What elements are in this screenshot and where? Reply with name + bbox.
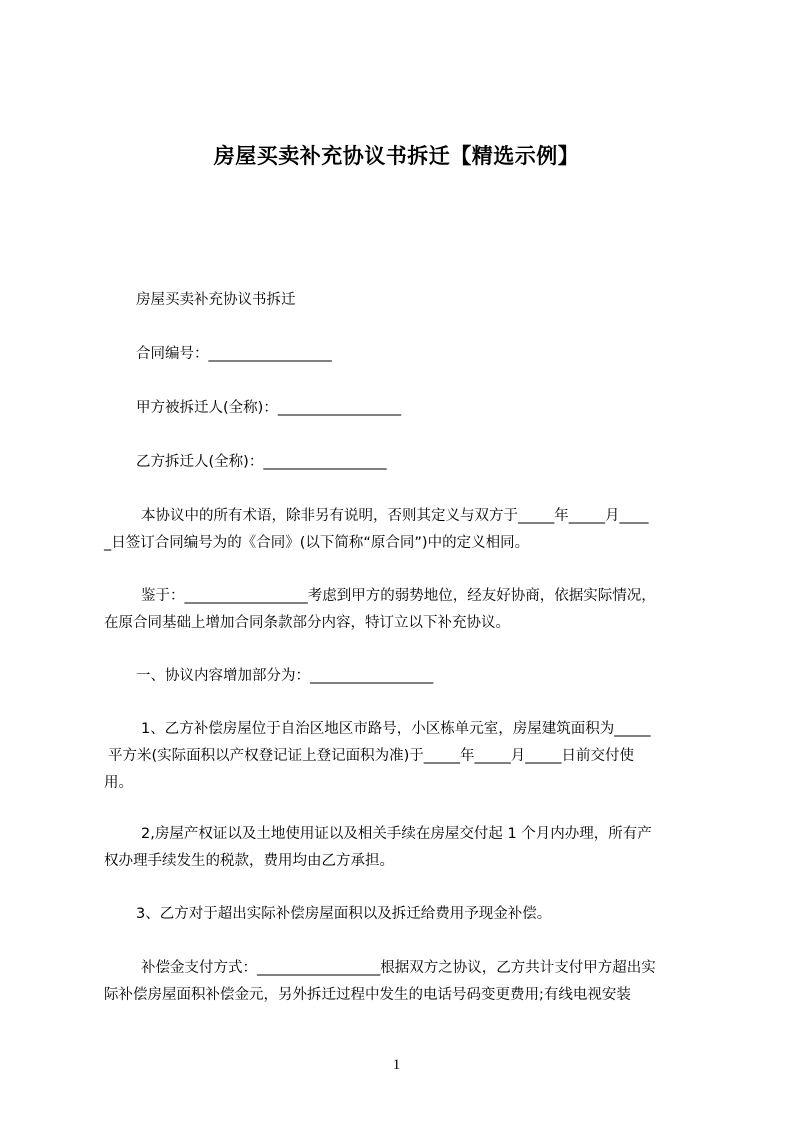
contract-number-paragraph (104, 341, 704, 368)
party-a-line: 甲方被拆迁人(全称)：_________________ (136, 400, 402, 416)
terms-line-2: _日签订合同编号为的《合同》(以下简称“原合同”)中的定义相同。 (104, 535, 530, 551)
payment-line-2: 际补偿房屋面积补偿金元，另外拆迁过程中发生的电话号码变更费用;有线电视安装 (104, 987, 631, 1003)
payment-paragraph (104, 955, 704, 1009)
item-2-paragraph (104, 821, 704, 875)
payment-line-1: 补偿金支付方式：_________________根据双方之协议，乙方共计支付甲方超出实 (141, 960, 656, 976)
item-1-line-2: 平方米(实际面积以产权登记证上登记面积为准)于_____年_____月_____日前交付使 (108, 748, 635, 764)
party-b-paragraph (104, 449, 704, 476)
document-title: 房屋买卖补充协议书拆迁【精选示例】 (213, 144, 580, 168)
item-1-paragraph (104, 716, 704, 797)
terms-paragraph (104, 503, 704, 557)
subtitle-line: 房屋买卖补充协议书拆迁 (136, 292, 296, 308)
subtitle-paragraph (104, 287, 704, 314)
item-1-line-1: 1、乙方补偿房屋位于自治区地区市路号，小区栋单元室，房屋建筑面积为_____ (141, 721, 651, 737)
item-3-paragraph (104, 901, 704, 928)
item-1-line-3: 用。 (104, 775, 133, 791)
section-1-heading: 一、协议内容增加部分为：_________________ (136, 668, 434, 684)
item-2-line-1: 2,房屋产权证以及土地使用证以及相关手续在房屋交付起 1 个月内办理，所有产 (141, 826, 652, 842)
whereas-line-2: 在原合同基础上增加合同条款部分内容，特订立以下补充协议。 (104, 615, 510, 631)
whereas-line-1: 鉴于：_________________考虑到甲方的弱势地位，经友好协商，依据实际情况， (141, 588, 656, 604)
item-2-line-2: 权办理手续发生的税款，费用均由乙方承担。 (104, 853, 394, 869)
section-1-heading-paragraph (104, 663, 704, 690)
terms-line-1: 本协议中的所有术语，除非另有说明，否则其定义与双方于_____年_____月____ (141, 508, 649, 524)
page-number: 1 (392, 1057, 401, 1073)
contract-number-line: 合同编号：_________________ (136, 346, 332, 362)
party-b-line: 乙方拆迁人(全称)：_________________ (136, 454, 387, 470)
party-a-paragraph (104, 395, 704, 422)
whereas-paragraph (104, 583, 704, 637)
item-3-line: 3、乙方对于超出实际补偿房屋面积以及拆迁给费用予现金补偿。 (136, 906, 552, 922)
